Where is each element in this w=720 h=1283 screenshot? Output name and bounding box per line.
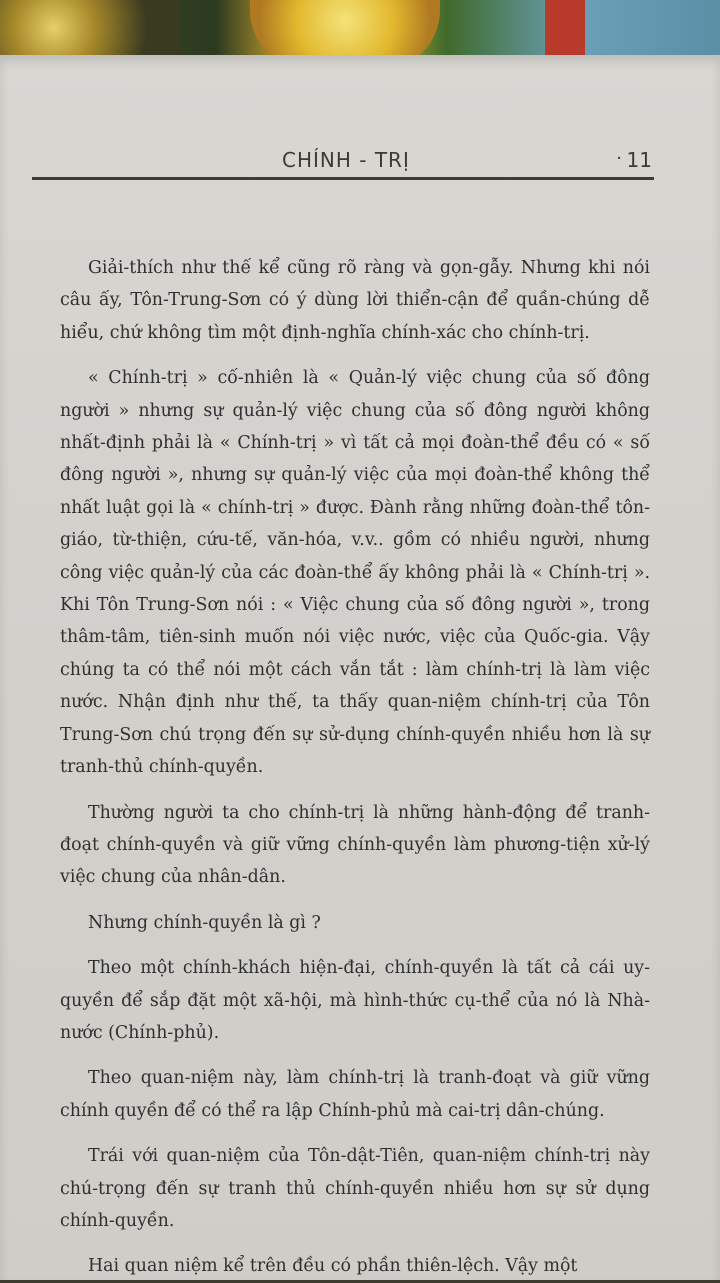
paragraph: Theo quan-niệm này, làm chính-trị là tranh-đoạt và giữ vững chính quyền để có thể ra lập Chính-phủ mà cai-trị dân-chúng. [60,1068,650,1121]
header-rule [32,177,654,180]
chapter-title: CHÍNH - TRỊ [282,148,410,172]
paragraph: Trái với quan-niệm của Tôn-dật-Tiên, quan-niệm chính-trị này chú-trọng đến sự tranh thủ chính-quyền nhiều hơn sự sử dụng chính-quyền. [60,1146,650,1231]
page-number: 11 [626,148,652,172]
paragraph: Theo một chính-khách hiện-đại, chính-quyền là tất cả cái uy-quyền để sắp đặt một xã-hội, mà hình-thức cụ-thể của nó là Nhà-nước (Chính-phủ). [60,958,650,1043]
body-text [60,252,650,1283]
paragraph: « Chính-trị » cố-nhiên là « Quản-lý việc chung của số đông người » nhưng sự quản-lý việc chung của số đông người không nhất-định phải là « Chính-trị » vì tất cả mọi đoàn-thể đều có « số đông người », nhưng sự quản-lý việc của mọi đoàn-thể không thể nhất luật gọi là « chính-trị » được. Đành rằng những đoàn-thể tôn-giáo, từ-thiện, cứu-tế, văn-hóa, v.v.. gồm có nhiều người, nhưng công việc quản-lý của các đoàn-thể ấy không phải là « Chính-trị ». Khi Tôn Trung-Sơn nói : « Việc chung của số đông người », trong thâm-tâm, tiên-sinh muốn nói việc nước, việc của Quốc-gia. Vậy chúng ta có thể nói một cách vắn tắt : làm chính-trị là làm việc nước. Nhận định như thế, ta thấy quan-niệm chính-trị của Tôn Trung-Sơn chú trọng đến sự sử-dụng chính-quyền nhiều hơn là sự tranh-thủ chính-quyền. [60,368,650,778]
paragraph: Nhưng chính-quyền là gì ? [88,912,321,933]
paragraph: Giải-thích như thế kể cũng rõ ràng và gọn-gẫy. Nhưng khi nói câu ấy, Tôn-Trung-Sơn có ý dùng lời thiển-cận để quần-chúng dễ hiểu, chứ không tìm một định-nghĩa chính-xác cho chính-trị. [60,258,650,343]
header-dot: · [616,148,622,169]
paragraph: Hai quan niệm kể trên đều có phần thiên-lệch. Vậy một [88,1256,578,1277]
paragraph: Thường người ta cho chính-trị là những hành-động để tranh-đoạt chính-quyền và giữ vững chính-quyền làm phương-tiện xử-lý việc chung của nhân-dân. [60,802,650,888]
running-header [32,148,652,188]
